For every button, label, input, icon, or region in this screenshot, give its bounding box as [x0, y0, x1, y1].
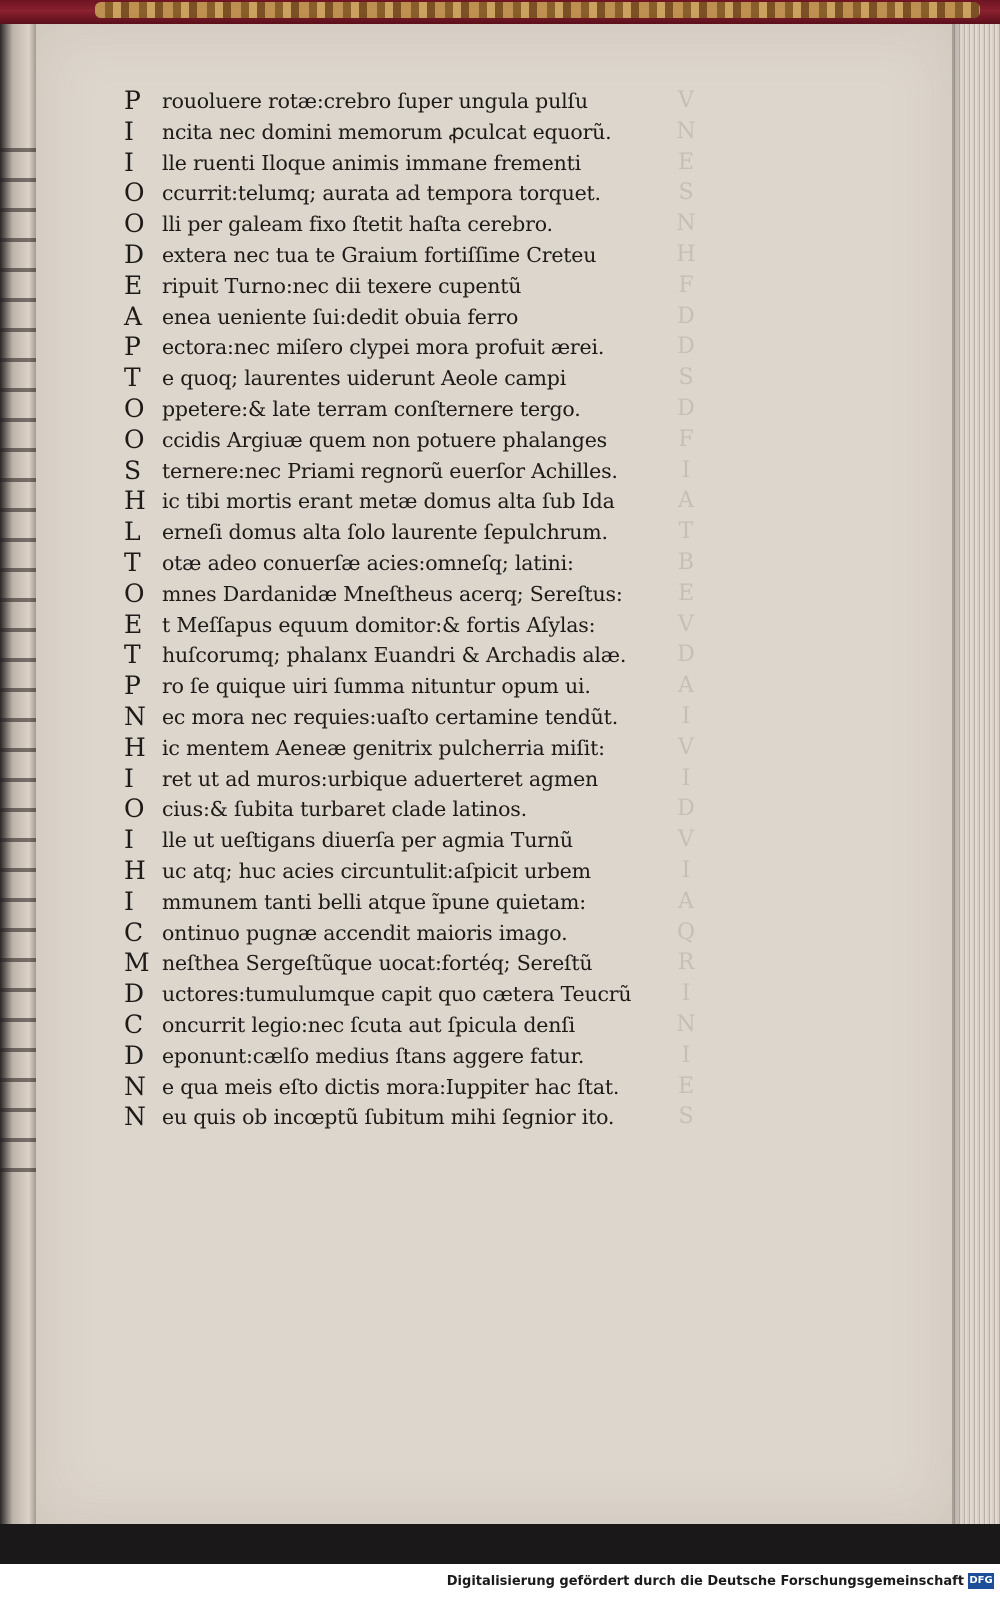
- verse-line: [124, 178, 704, 209]
- show-through-letter: R: [677, 950, 695, 976]
- verse-text: mmunem tanti belli atque ĩpune quietam:: [162, 889, 586, 914]
- verse-text: ncita nec domini memorum ꝓculcat equorũ.: [162, 119, 612, 144]
- verse-initial: P: [124, 671, 141, 701]
- show-through-letter: I: [681, 765, 691, 791]
- verse-text: rouoluere rotæ:crebro ſuper ungula pulſu: [162, 89, 588, 113]
- verse-text: lle ut ueſtigans diuerſa per agmia Turnũ: [162, 828, 573, 853]
- show-through-letter: S: [678, 1104, 694, 1130]
- show-through-letter: Q: [676, 919, 696, 945]
- show-through-letter: I: [681, 457, 691, 483]
- verse-line: [124, 240, 704, 271]
- verse-text: erneſi domus alta ſolo laurente ſepulchrum.: [162, 520, 608, 545]
- verse-initial: O: [124, 578, 145, 608]
- verse-text: ectora:nec miſero clypei mora profuit ærei.: [162, 335, 605, 360]
- verse-text: cius:& ſubita turbaret clade latinos.: [162, 797, 527, 822]
- verse-initial: O: [124, 393, 145, 423]
- verse-line: [124, 209, 704, 240]
- verse-initial: O: [124, 209, 145, 239]
- verse-line: [124, 1072, 704, 1103]
- book-page: [36, 24, 952, 1524]
- verse-line: [124, 148, 704, 179]
- funding-credit: Digitalisierung gefördert durch die Deutsche Forschungsgemeinschaft: [446, 1574, 964, 1589]
- verse-line: [124, 979, 704, 1010]
- verse-line: [124, 702, 704, 733]
- show-through-letter: S: [678, 180, 694, 206]
- show-through-letter: E: [677, 1073, 695, 1099]
- show-through-letter: D: [677, 395, 695, 421]
- verse-initial: L: [124, 517, 141, 547]
- verse-text: ic mentem Aeneæ genitrix pulcherria miſit:: [162, 735, 605, 760]
- verse-line: [124, 640, 704, 671]
- facing-page-edge: [0, 24, 36, 1564]
- show-through-letter: N: [676, 211, 696, 237]
- dfg-logo: DFG: [968, 1573, 994, 1589]
- show-through-letter: F: [678, 272, 694, 298]
- verse-line: [124, 918, 704, 949]
- verse-initial: I: [124, 825, 134, 855]
- verse-block: [124, 86, 704, 1133]
- show-through-letter: I: [681, 857, 691, 883]
- show-through-letter: I: [681, 1042, 691, 1068]
- book-top-edge: [0, 0, 1000, 24]
- verse-text: ic tibi mortis erant metæ domus alta ſub Ida: [162, 489, 615, 514]
- show-through-letter: D: [677, 303, 695, 329]
- verse-initial: D: [124, 239, 145, 269]
- verse-initial: O: [124, 424, 145, 454]
- verse-text: ppetere:& late terram conſternere tergo.: [162, 396, 581, 421]
- verse-text: oncurrit legio:nec ſcuta aut ſpicula denſi: [162, 1012, 575, 1037]
- verse-text: enea ueniente ſui:dedit obuia ferro: [162, 304, 519, 329]
- verse-text: ec mora nec requies:uaſto certamine tendũt.: [162, 704, 619, 729]
- scan-footer: [0, 1564, 1000, 1604]
- verse-line: [124, 1041, 704, 1072]
- verse-line: [124, 764, 704, 795]
- verse-text: eu quis ob incœptũ ſubitum mihi ſegnior ito.: [162, 1105, 615, 1130]
- verse-line: [124, 733, 704, 764]
- verse-initial: H: [124, 732, 146, 762]
- verse-text: eponunt:cælſo medius ſtans aggere fatur.: [162, 1043, 585, 1068]
- verse-initial: H: [124, 486, 146, 516]
- verse-text: t Meſſapus equum domitor:& fortis Aſylas:: [162, 612, 596, 637]
- verse-text: ternere:nec Priami regnorũ euerſor Achilles.: [162, 458, 618, 483]
- verse-line: [124, 363, 704, 394]
- verse-initial: M: [124, 948, 150, 978]
- verse-text: ro ſe quique uiri ſumma nituntur opum ui.: [162, 674, 591, 699]
- verse-line: [124, 117, 704, 148]
- verse-line: [124, 887, 704, 918]
- show-through-letter: F: [678, 426, 694, 452]
- verse-line: [124, 579, 704, 610]
- show-through-letter: D: [677, 642, 695, 668]
- verse-text: huſcorumq; phalanx Euandri & Archadis alæ.: [162, 643, 627, 668]
- verse-initial: O: [124, 178, 145, 208]
- verse-line: [124, 271, 704, 302]
- verse-initial: E: [124, 270, 143, 300]
- verse-initial: P: [124, 86, 141, 115]
- verse-text: otæ adeo conuerſæ acies:omneſq; latini:: [162, 550, 574, 575]
- verse-initial: N: [124, 701, 146, 731]
- verse-text: mnes Dardanidæ Mneſtheus acerq; Sereſtus:: [162, 581, 623, 606]
- show-through-letter: E: [677, 580, 695, 606]
- verse-text: e quoq; laurentes uiderunt Aeole campi: [162, 366, 567, 391]
- show-through-letter: N: [676, 118, 696, 144]
- show-through-letter: T: [678, 519, 694, 545]
- verse-line: [124, 794, 704, 825]
- verse-text: ccurrit:telumq; aurata ad tempora torquet.: [162, 181, 601, 206]
- verse-initial: A: [124, 301, 143, 331]
- verse-line: [124, 517, 704, 548]
- scan-bottom-bar: [0, 1524, 1000, 1564]
- verse-initial: I: [124, 763, 134, 793]
- verse-initial: C: [124, 917, 144, 947]
- show-through-letter: V: [678, 734, 694, 760]
- verse-initial: S: [124, 455, 142, 485]
- verse-text: ret ut ad muros:urbique aduerteret agmen: [162, 766, 599, 791]
- verse-initial: N: [124, 1102, 146, 1132]
- show-through-letter: I: [681, 981, 691, 1007]
- show-through-letter: V: [678, 611, 694, 637]
- verse-line: [124, 671, 704, 702]
- page-stack-edge: [952, 24, 1000, 1564]
- verse-line: [124, 302, 704, 333]
- show-through-letter: A: [678, 888, 694, 914]
- verse-initial: O: [124, 794, 145, 824]
- verse-initial: T: [124, 547, 141, 577]
- verse-initial: N: [124, 1071, 146, 1101]
- show-through-letter: D: [677, 334, 695, 360]
- verse-line: [124, 86, 704, 117]
- verse-text: lli per galeam fixo ſtetit haſta cerebro.: [162, 212, 553, 237]
- verse-initial: D: [124, 1040, 145, 1070]
- verse-line: [124, 610, 704, 641]
- show-through-letter: D: [677, 796, 695, 822]
- show-through-letter: H: [676, 241, 696, 267]
- verse-text: ripuit Turno:nec dii texere cupentũ: [162, 273, 522, 298]
- verse-initial: C: [124, 1009, 144, 1039]
- show-through-letter: V: [678, 88, 694, 113]
- show-through-letter: A: [678, 673, 694, 699]
- show-through-letter: V: [678, 827, 694, 853]
- verse-line: [124, 1102, 704, 1133]
- verse-initial: D: [124, 979, 145, 1009]
- verse-line: [124, 486, 704, 517]
- show-through-letter: B: [677, 549, 695, 575]
- verse-text: extera nec tua te Graium fortiſſime Creteu: [162, 242, 597, 267]
- gilt-ornament: [95, 2, 980, 18]
- verse-text: lle ruenti Iloque animis immane frementi: [162, 150, 581, 175]
- verse-line: [124, 394, 704, 425]
- verse-text: uc atq; huc acies circuntulit:aſpicit urbem: [162, 858, 591, 883]
- verse-text: uctores:tumulumque capit quo cætera Teucrũ: [162, 982, 632, 1007]
- verse-initial: H: [124, 855, 146, 885]
- verse-line: [124, 332, 704, 363]
- verse-text: ontinuo pugnæ accendit maioris imago.: [162, 920, 568, 945]
- verse-initial: T: [124, 640, 141, 670]
- verse-initial: I: [124, 147, 134, 177]
- verse-text: ccidis Argiuæ quem non potuere phalanges: [162, 427, 607, 452]
- show-through-letter: I: [681, 703, 691, 729]
- show-through-letter: S: [678, 365, 694, 391]
- verse-line: [124, 856, 704, 887]
- verse-initial: I: [124, 886, 134, 916]
- verse-initial: I: [124, 116, 134, 146]
- verse-initial: P: [124, 332, 141, 362]
- verse-initial: E: [124, 609, 143, 639]
- verse-line: [124, 825, 704, 856]
- verse-initial: T: [124, 363, 141, 393]
- verse-line: [124, 548, 704, 579]
- show-through-letter: E: [677, 149, 695, 175]
- verse-line: [124, 425, 704, 456]
- verse-line: [124, 948, 704, 979]
- show-through-letter: N: [676, 1011, 696, 1037]
- verse-line: [124, 1010, 704, 1041]
- verse-text: e qua meis eſto dictis mora:Iuppiter hac ſtat.: [162, 1074, 620, 1099]
- show-through-letter: A: [678, 488, 694, 514]
- verse-text: neſthea Sergeſtũque uocat:fortéq; Sereſtũ: [162, 951, 593, 976]
- verse-line: [124, 456, 704, 487]
